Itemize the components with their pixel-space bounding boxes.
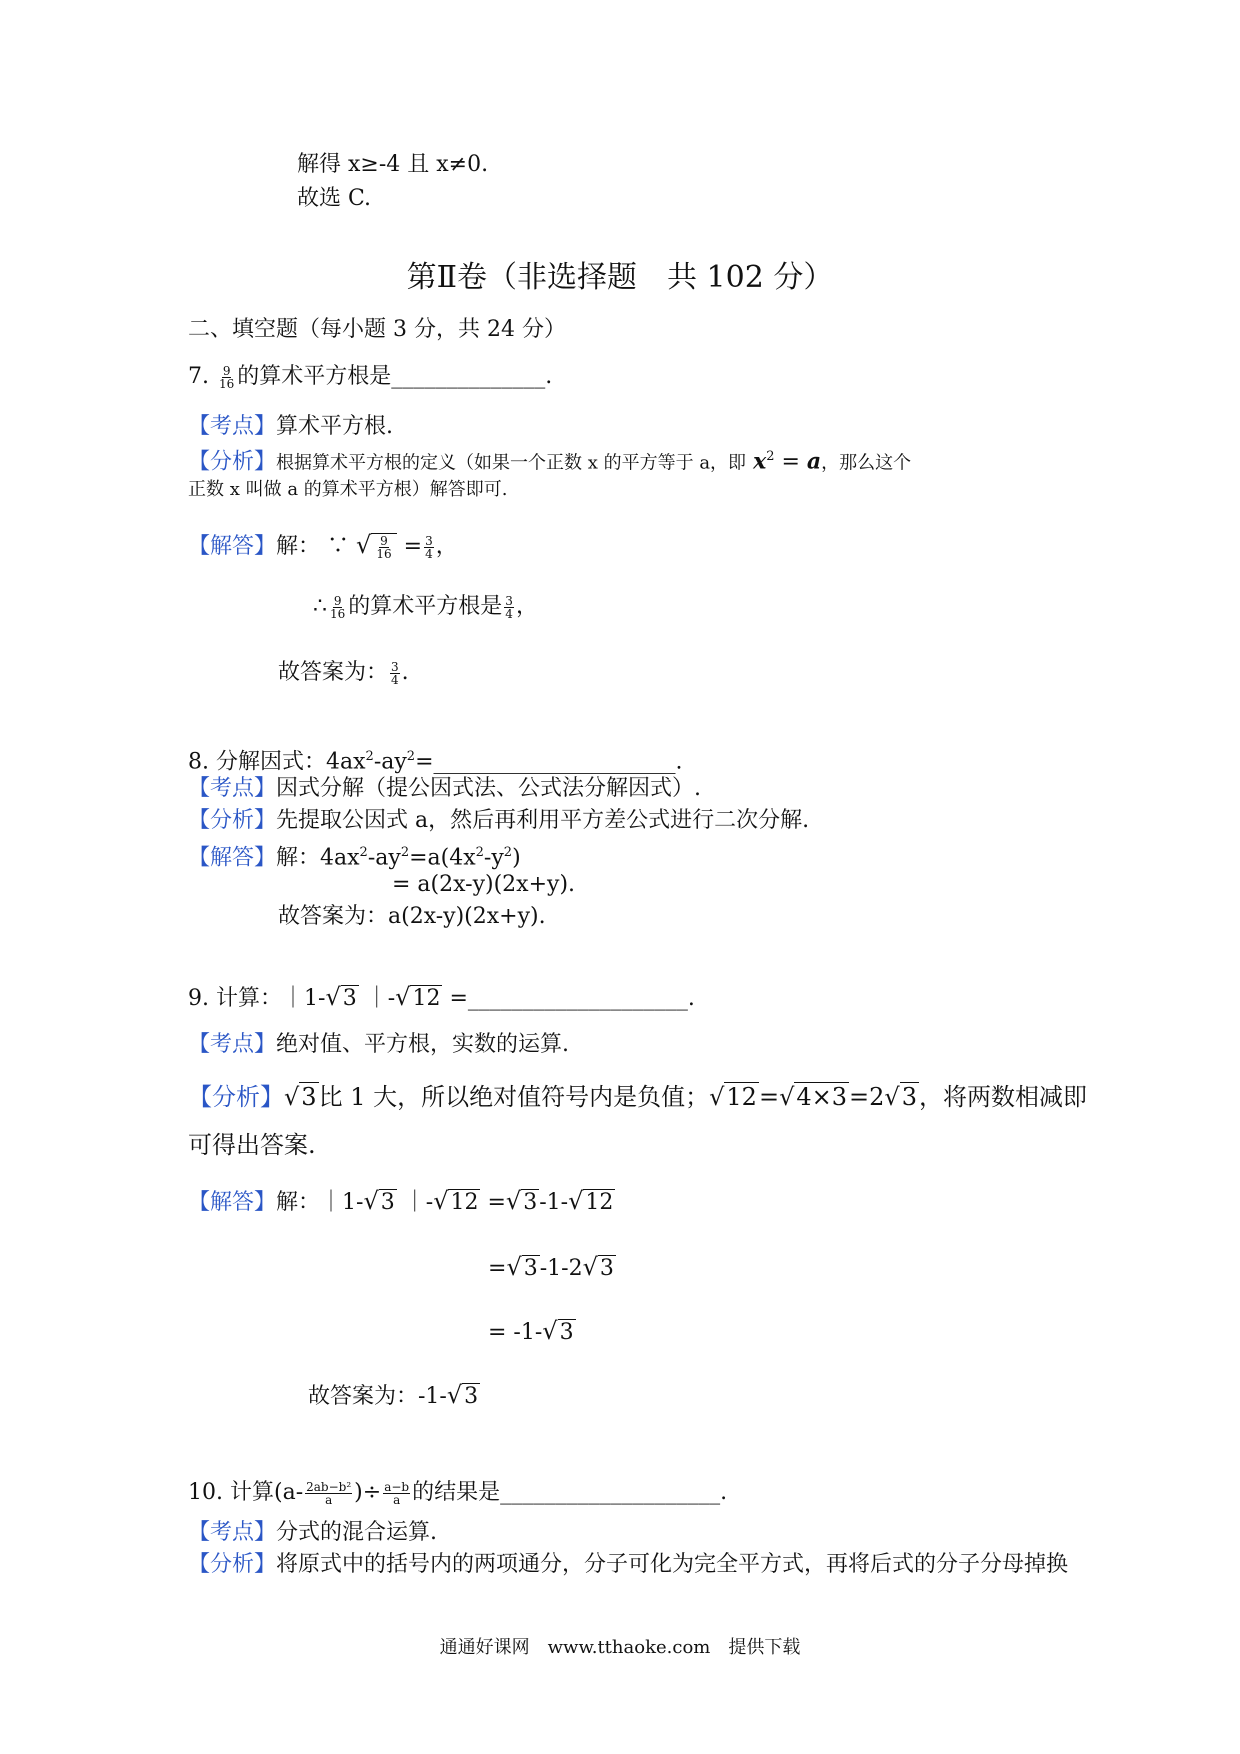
q7-radical bbox=[356, 530, 397, 562]
q9-s2-r3: 3 bbox=[523, 1256, 538, 1281]
q7-ans-num: 3 bbox=[425, 533, 433, 548]
fenxi-tag: 【分析】 bbox=[188, 449, 277, 475]
q9-j-r12: 12 bbox=[450, 1190, 479, 1215]
q7-final bbox=[278, 658, 409, 688]
kaodian-tag: 【考点】 bbox=[188, 776, 277, 801]
kaodian-tag: 【考点】 bbox=[188, 414, 277, 439]
q7-frac-num: 9 bbox=[222, 363, 231, 378]
q10-kaodian bbox=[188, 1518, 437, 1548]
q8-jie-exp-1: 2 bbox=[359, 845, 368, 860]
q9-number: 9. bbox=[188, 986, 209, 1011]
q10-frac-2 bbox=[383, 1481, 410, 1506]
sqrt-icon: √ bbox=[568, 1187, 584, 1215]
q9-stem-eq: = bbox=[449, 986, 468, 1011]
q9-f-r4x3: 4×3 bbox=[796, 1083, 848, 1111]
q7-fenxi-exp: 2 bbox=[766, 449, 775, 464]
q9-s3-r3: 3 bbox=[559, 1320, 574, 1345]
q9-jie-mid: ｜- bbox=[403, 1190, 434, 1215]
q9-jie-eq: = bbox=[487, 1190, 506, 1215]
q9-fn-r3: 3 bbox=[464, 1384, 479, 1409]
q9-s2-r3b: 3 bbox=[599, 1256, 614, 1281]
sqrt-icon: √ bbox=[446, 1381, 463, 1409]
q10-stem bbox=[188, 1478, 727, 1508]
q10-stem-prefix: 计算(a- bbox=[230, 1480, 304, 1505]
part-heading: 二、填空题（每小题 3 分，共 24 分） bbox=[188, 317, 566, 342]
fenxi-tag: 【分析】 bbox=[188, 1083, 284, 1111]
q9-step2-eq: = bbox=[488, 1256, 507, 1281]
q8-jie-exp-3: 2 bbox=[475, 845, 484, 860]
q9-j-sqrt12 bbox=[433, 1186, 480, 1218]
q9-fenxi-b: ，将两数相减即 bbox=[918, 1083, 1087, 1111]
q9-j-r3: 3 bbox=[380, 1190, 395, 1215]
q8-jie-mid1: -ay bbox=[367, 845, 401, 871]
q10-f1-num: 2ab−b² bbox=[306, 1479, 352, 1494]
q10-f1-den: a bbox=[325, 1492, 333, 1507]
q7-jie: 解： bbox=[276, 534, 321, 559]
q9-fenxi bbox=[188, 1082, 1087, 1112]
fenxi-tag: 【分析】 bbox=[188, 1552, 277, 1577]
q9-sqrt3 bbox=[325, 982, 358, 1014]
q9-r3: 3 bbox=[342, 986, 357, 1011]
q8-fenxi bbox=[188, 806, 809, 836]
q8-jie-exp-4: 2 bbox=[503, 845, 513, 860]
q7-fenxi-text-1: 根据算术平方根的定义（如果一个正数 x 的平方等于 a，即 bbox=[276, 452, 747, 474]
q8-stem bbox=[188, 742, 683, 777]
q10-stem-end: 的结果是 bbox=[412, 1480, 501, 1505]
q7-final-frac bbox=[390, 661, 400, 686]
q9-kaodian-text: 绝对值、平方根，实数的运算. bbox=[276, 1032, 570, 1057]
q7-jieda bbox=[188, 530, 458, 562]
q8-jie-exp-2: 2 bbox=[400, 845, 410, 860]
q9-s3-sqrt3 bbox=[542, 1316, 575, 1348]
q7-kaodian bbox=[188, 412, 393, 442]
q9-jie-m1: -1- bbox=[539, 1190, 569, 1215]
q10-f2-num: a−b bbox=[384, 1479, 410, 1494]
q9-step2 bbox=[488, 1252, 616, 1284]
sqrt-icon: √ bbox=[505, 1187, 522, 1215]
q7-final-period: . bbox=[401, 660, 409, 685]
q8-stem-mid: -ay bbox=[373, 749, 407, 775]
q9-fenxi-line2: 可得出答案. bbox=[188, 1131, 316, 1159]
q9-s2-sqrt3b bbox=[583, 1252, 616, 1284]
q10-number: 10. bbox=[188, 1480, 223, 1505]
fenxi-tag: 【分析】 bbox=[188, 808, 277, 833]
q9-stem-prefix: 计算：｜1- bbox=[216, 986, 326, 1011]
q9-s2-sqrt3 bbox=[506, 1252, 539, 1284]
q9-j-sqrt12b bbox=[568, 1186, 615, 1218]
q10-f2-den: a bbox=[393, 1492, 401, 1507]
q7-kaodian-text: 算术平方根. bbox=[276, 414, 394, 439]
q7-fenxi-line2 bbox=[188, 474, 508, 505]
q9-f-sqrt12 bbox=[709, 1082, 759, 1112]
q9-kaodian bbox=[188, 1030, 569, 1060]
sqrt-icon: √ bbox=[779, 1083, 795, 1111]
q10-div: )÷ bbox=[354, 1480, 382, 1505]
q7-blank: ______________. bbox=[391, 364, 553, 389]
q10-fenxi bbox=[188, 1550, 1068, 1580]
q9-jie-prefix: 解：｜1- bbox=[276, 1190, 364, 1215]
q10-frac-1 bbox=[305, 1481, 352, 1506]
sqrt-icon: √ bbox=[884, 1083, 900, 1111]
q7-tf-ans bbox=[504, 595, 514, 620]
q8-exp-2: 2 bbox=[406, 749, 416, 764]
page-footer: 通通好课网 www.tthaoke.com 提供下载 bbox=[439, 1637, 801, 1658]
q9-j-sqrt3 bbox=[363, 1186, 396, 1218]
q10-fenxi-text: 将原式中的括号内的两项通分，分子可化为完全平方式，再将后式的分子分母掉换 bbox=[276, 1552, 1069, 1577]
q9-stem bbox=[188, 982, 695, 1014]
sqrt-icon: √ bbox=[506, 1253, 522, 1281]
q9-fenxi-eq: = bbox=[758, 1083, 780, 1111]
q8-jie-mid3: -y bbox=[483, 845, 504, 871]
q8-kaodian-text: 因式分解（提公因式法、公式法分解因式）. bbox=[276, 776, 702, 801]
jieda-tag: 【解答】 bbox=[188, 534, 277, 559]
q9-jieda bbox=[188, 1186, 615, 1218]
q8-fenxi-text: 先提取公因式 a，然后再利用平方差公式进行二次分解. bbox=[276, 808, 810, 833]
q9-step2-m: -1-2 bbox=[539, 1256, 583, 1281]
q7-fenxi-text-1b: ，那么这个 bbox=[821, 452, 912, 474]
q9-f-sqrt3 bbox=[284, 1082, 319, 1112]
q9-fenxi-a: 比 1 大，所以绝对值符号内是负值； bbox=[318, 1083, 710, 1111]
sqrt-icon: √ bbox=[542, 1317, 558, 1345]
q8-stem-prefix: 分解因式：4ax bbox=[216, 749, 366, 775]
q8-jie-prefix: 解：4ax bbox=[276, 845, 360, 871]
q9-f-sqrt4x3 bbox=[779, 1082, 849, 1112]
q8-blank: ______________________. bbox=[433, 749, 683, 775]
sqrt-icon: √ bbox=[325, 983, 341, 1011]
q7-fenxi-eq: = bbox=[774, 449, 807, 475]
sqrt-icon: √ bbox=[709, 1083, 725, 1111]
sqrt-icon: √ bbox=[395, 983, 411, 1011]
q9-step3 bbox=[488, 1316, 576, 1348]
q9-final bbox=[308, 1380, 480, 1412]
sqrt-icon: √ bbox=[433, 1187, 449, 1215]
q7-fenxi-x: x bbox=[753, 448, 767, 475]
q7-stem-text: 的算术平方根是 bbox=[237, 364, 392, 389]
q7-eq: = bbox=[403, 534, 423, 559]
q7-ans-frac bbox=[424, 535, 434, 560]
q9-f-sqrt3b bbox=[884, 1082, 919, 1112]
q9-j-r12b: 12 bbox=[585, 1190, 614, 1215]
sqrt-icon: √ bbox=[582, 1253, 598, 1281]
q7-tf-num: 9 bbox=[333, 593, 342, 608]
therefore-icon: ∴ bbox=[313, 594, 327, 619]
jieda-tag: 【解答】 bbox=[188, 845, 277, 871]
q8-stem-end: = bbox=[415, 749, 434, 775]
q7-tf-frac bbox=[329, 595, 346, 620]
q10-kaodian-text: 分式的混合运算. bbox=[276, 1520, 438, 1545]
q7-tf-ans-num: 3 bbox=[505, 593, 513, 608]
q7-fenxi bbox=[188, 442, 911, 478]
because-icon: ∵ bbox=[327, 534, 350, 559]
q7-final-num: 3 bbox=[391, 659, 399, 674]
q7-tf-ans-den: 4 bbox=[505, 606, 513, 621]
q7-ans-den: 4 bbox=[425, 546, 433, 561]
prev-solution-line: 解得 x≥-4 且 x≠0. bbox=[297, 152, 489, 177]
q8-exp-1: 2 bbox=[365, 749, 374, 764]
q8-jieda bbox=[188, 838, 521, 873]
q9-final-text: 故答案为：-1- bbox=[308, 1384, 447, 1409]
kaodian-tag: 【考点】 bbox=[188, 1032, 277, 1057]
q10-blank: ____________________. bbox=[500, 1480, 728, 1505]
q7-number: 7. bbox=[188, 364, 209, 389]
q7-fenxi-a: a bbox=[806, 448, 822, 475]
q7-therefore-text: 的算术平方根是 bbox=[348, 594, 503, 619]
sqrt-icon: √ bbox=[363, 1187, 379, 1215]
q8-final: 故答案为：a(2x-y)(2x+y). bbox=[278, 904, 546, 929]
q9-f-r3: 3 bbox=[301, 1083, 317, 1111]
q8-step2: = a(2x-y)(2x+y). bbox=[392, 872, 576, 897]
q9-f-r12: 12 bbox=[726, 1083, 757, 1111]
q7-rad-num: 9 bbox=[380, 533, 388, 548]
q9-f-r3b: 3 bbox=[901, 1083, 917, 1111]
q9-j-sqrt3b bbox=[506, 1186, 539, 1218]
sqrt-icon: √ bbox=[356, 531, 372, 559]
q7-fenxi-text-2: 正数 x 叫做 a 的算术平方根）解答即可. bbox=[188, 479, 508, 500]
q8-kaodian bbox=[188, 774, 701, 804]
q7-tf-den: 16 bbox=[330, 606, 346, 621]
q9-sqrt12 bbox=[395, 982, 442, 1014]
q8-number: 8. bbox=[188, 749, 209, 775]
q7-therefore bbox=[313, 592, 538, 622]
q9-stem-mid: ｜- bbox=[365, 986, 396, 1011]
q9-j-r3b: 3 bbox=[523, 1190, 538, 1215]
section-title: 第Ⅱ卷（非选择题 共 102 分） bbox=[406, 260, 834, 295]
q7-rad-frac bbox=[375, 535, 392, 560]
q9-fenxi-eq2: =2 bbox=[849, 1083, 885, 1111]
q9-step3-text: = -1- bbox=[488, 1320, 543, 1345]
sqrt-icon: √ bbox=[284, 1083, 300, 1111]
q8-jie-end: ) bbox=[512, 845, 521, 871]
q7-final-den: 4 bbox=[391, 672, 399, 687]
q8-jie-mid2: =a(4x bbox=[409, 845, 476, 871]
q9-blank: ____________________. bbox=[467, 986, 695, 1011]
q7-tf-comma: ， bbox=[515, 594, 538, 619]
q7-rad-den: 16 bbox=[376, 546, 392, 561]
q7-frac-den: 16 bbox=[219, 376, 235, 391]
prev-choice-line: 故选 C. bbox=[297, 186, 372, 211]
q7-fraction bbox=[218, 365, 235, 390]
jieda-tag: 【解答】 bbox=[188, 1190, 277, 1215]
q9-fn-sqrt3 bbox=[447, 1380, 480, 1412]
q7-final-prefix: 故答案为： bbox=[278, 660, 389, 685]
q7-comma: ， bbox=[435, 534, 458, 559]
q9-r12: 12 bbox=[412, 986, 441, 1011]
q7-stem bbox=[188, 362, 552, 392]
kaodian-tag: 【考点】 bbox=[188, 1520, 277, 1545]
